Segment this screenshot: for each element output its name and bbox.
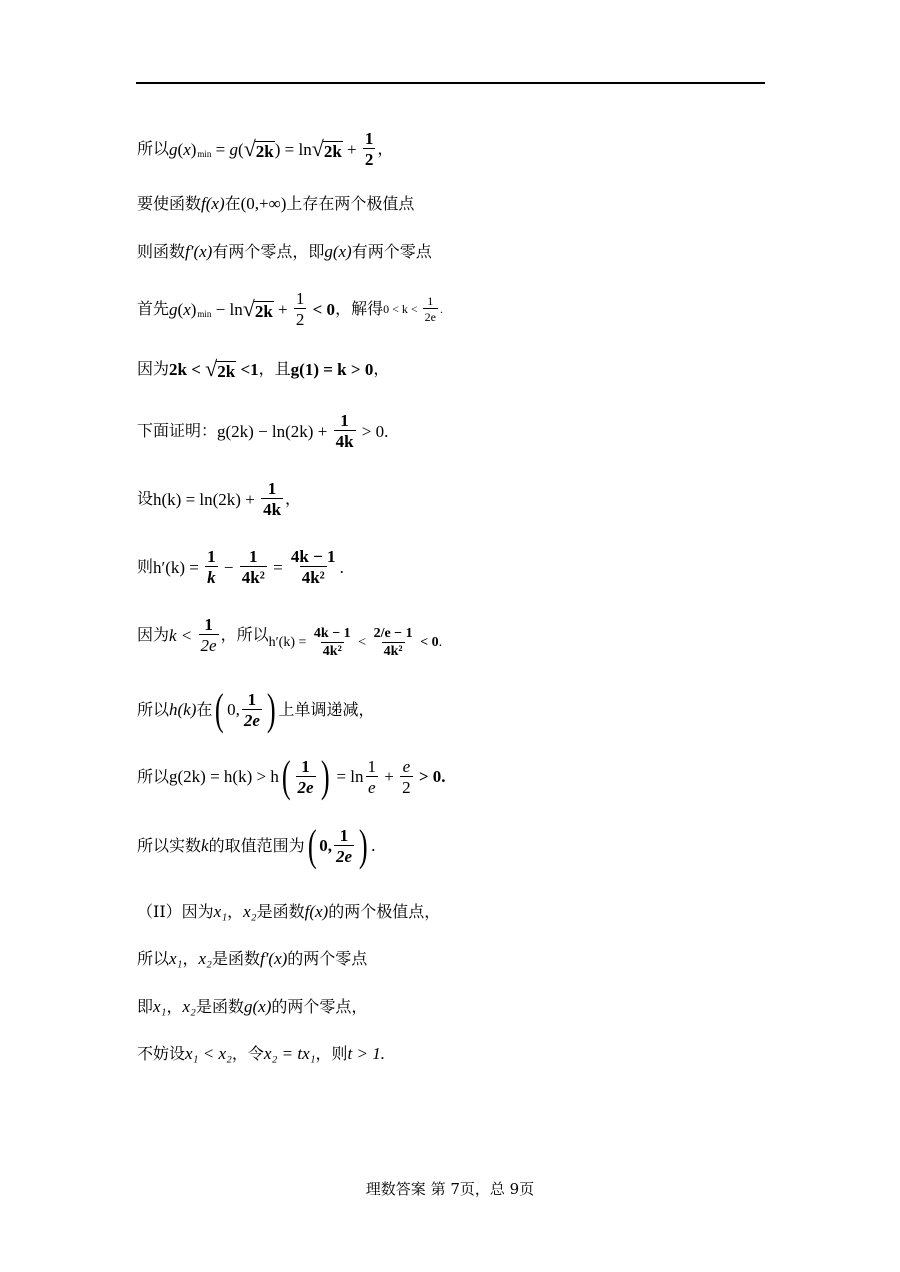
formula: x₁ bbox=[153, 997, 167, 1016]
fraction: $\frac{1}{4k}$ bbox=[263, 479, 282, 519]
formula: g(2k) = h(k) > h ( $\frac{1}{2e}$ ) = ln $\frac{1}{e}$ + $\frac{e}{2}$ > 0. bbox=[169, 752, 446, 801]
formula: x₁ bbox=[169, 949, 183, 968]
fraction: $\frac{1}{k}$ bbox=[207, 547, 216, 587]
formula: g(1) = k > 0 bbox=[290, 359, 374, 379]
interval: ( 0, $\frac{1}{2e}$ ) bbox=[215, 685, 276, 734]
formula: h(k) bbox=[169, 700, 197, 720]
fraction: $\frac{1}{2e}$ bbox=[297, 756, 314, 797]
line-3: 则函数 f′(x) 有两个零点，即 g(x) 有两个零点 bbox=[137, 241, 432, 261]
line-12: 所以实数 k 的取值范围为 ( 0, $\frac{1}{2e}$ ) . bbox=[137, 821, 376, 870]
fraction: $\frac{1}{2e}$ bbox=[200, 615, 217, 655]
formula: x₂ bbox=[198, 949, 212, 968]
line-6: 下面证明： g(2k) − ln(2k) + $\frac{1}{4k}$ > 0. bbox=[137, 411, 389, 451]
formula: f(x) bbox=[201, 194, 225, 213]
fraction: $\frac{1}{2e}$ bbox=[424, 294, 436, 324]
formula: x₁ bbox=[213, 902, 228, 921]
formula: x₂ bbox=[182, 997, 196, 1016]
line-10: 所以 h(k) 在 ( 0, $\frac{1}{2e}$ ) 上单调递减， bbox=[137, 685, 375, 734]
formula: g(x) bbox=[243, 997, 272, 1016]
fraction: $\frac{4k - 1}{\text{4k²}}$ bbox=[290, 547, 336, 587]
line-5: 因为 2k < √ 2k <1 ，且 g(1) = k > 0 ， bbox=[137, 356, 390, 381]
fraction: $\frac{1}{2e}$ bbox=[335, 825, 353, 866]
formula: f′(x) bbox=[185, 242, 213, 261]
interval: ( 0, $\frac{1}{2e}$ ) bbox=[307, 821, 368, 870]
formula: g(2k) − ln(2k) + $\frac{1}{4k}$ > 0. bbox=[217, 411, 389, 451]
line-7: 设 h(k) = ln(2k) + $\frac{1}{4k}$ ， bbox=[137, 479, 302, 519]
line-13: （II）因为 x₁ ， x₂ 是函数 f(x) 的两个极值点， bbox=[137, 901, 441, 921]
fraction: $\frac{1}{e}$ bbox=[367, 756, 377, 797]
fraction: $\frac{1}{\text{4k²}}$ bbox=[241, 547, 265, 587]
sqrt: √ 2k bbox=[242, 296, 273, 321]
line-14: 所以 x₁ ， x₂ 是函数 f′(x) 的两个零点 bbox=[137, 948, 368, 968]
fraction: $\frac{1}{2e}$ bbox=[243, 689, 260, 730]
fraction: $\frac{1}{4k}$ bbox=[335, 411, 354, 451]
formula: g(x) bbox=[324, 242, 352, 261]
sqrt: √ 2k bbox=[311, 136, 342, 161]
fraction: $\frac{4k - 1}{\text{4k²}}$ bbox=[313, 626, 351, 659]
fraction: $\frac{1}{2}$ bbox=[364, 129, 374, 169]
formula: f(x) bbox=[304, 902, 329, 921]
formula: h(k) = ln(2k) + $\frac{1}{4k}$ bbox=[153, 479, 282, 519]
line-1: 所以 g ( x ) min = g ( √ 2k ) = ln √ 2k + $\frac{1}{2}$ ， bbox=[137, 129, 394, 169]
sqrt: √ 2k bbox=[205, 356, 236, 381]
formula: h′(k) = $\frac{1}{k}$ − $\frac{1}{\text{4k²}}$ = $\frac{4k - 1}{\text{4k²}}$ . bbox=[153, 547, 344, 587]
line-16: 不妨设 x₁ < x₂ ，令 x₂ = tx₁ ，则 t > 1. bbox=[137, 1043, 385, 1063]
fraction: $\frac{e}{2}$ bbox=[402, 756, 411, 797]
formula: 2k < √ 2k <1 bbox=[169, 356, 259, 381]
fraction: $\frac{2/e - 1}{\text{4k²}}$ bbox=[373, 626, 413, 659]
formula: g ( x ) min − ln √ 2k + $\frac{1}{2}$ < 0 bbox=[169, 289, 336, 329]
formula: 0 < k < $\frac{1}{2e}$ . bbox=[383, 294, 443, 324]
line-11: 所以 g(2k) = h(k) > h ( $\frac{1}{2e}$ ) = ln $\frac{1}{e}$ + $\frac{e}{2}$ > 0. bbox=[137, 752, 446, 801]
formula: x₂ bbox=[243, 902, 257, 921]
formula: x₁ < x₂ bbox=[185, 1044, 232, 1063]
formula: k bbox=[201, 836, 209, 856]
formula: g ( x ) min = g ( √ 2k ) = ln √ 2k + $\frac{1}{2}$ bbox=[169, 129, 374, 169]
line-8: 则 h′(k) = $\frac{1}{k}$ − $\frac{1}{\text{4k²}}$ = $\frac{4k - 1}{\text{4k²}}$ . bbox=[137, 547, 344, 587]
fraction: $\frac{1}{2}$ bbox=[295, 289, 305, 329]
header-rule bbox=[136, 82, 765, 84]
formula: x₂ = tx₁ bbox=[263, 1044, 316, 1063]
formula: h′(k) = $\frac{4k - 1}{\text{4k²}}$ < $\frac{2/e - 1}{\text{4k²}}$ < 0 . bbox=[268, 626, 443, 659]
formula: f′(x) bbox=[259, 949, 288, 968]
formula: (0,+∞) bbox=[240, 194, 287, 213]
formula: k < $\frac{1}{2e}$ bbox=[169, 615, 217, 655]
page-footer: 理数答案 第 7页，总 9页 bbox=[365, 1180, 535, 1198]
line-15: 即 x₁ ， x₂ 是函数 g(x) 的两个零点， bbox=[137, 996, 368, 1016]
formula: t > 1. bbox=[347, 1044, 385, 1063]
line-4: 首先 g ( x ) min − ln √ 2k + $\frac{1}{2}$ < 0 ，解得 0 < k < $\frac{1}{2e}$ . bbox=[137, 289, 443, 329]
line-9: 因为 k < $\frac{1}{2e}$ ，所以 h′(k) = $\frac{4k - 1}{\text{4k²}}$ < $\frac{2/e - 1}{\text{4k²}}$ < 0 . bbox=[137, 615, 443, 659]
sqrt: √ 2k bbox=[243, 136, 274, 161]
line-2: 要使函数 f(x) 在 (0,+∞) 上存在两个极值点 bbox=[137, 193, 415, 213]
text: 所以 bbox=[137, 139, 170, 158]
